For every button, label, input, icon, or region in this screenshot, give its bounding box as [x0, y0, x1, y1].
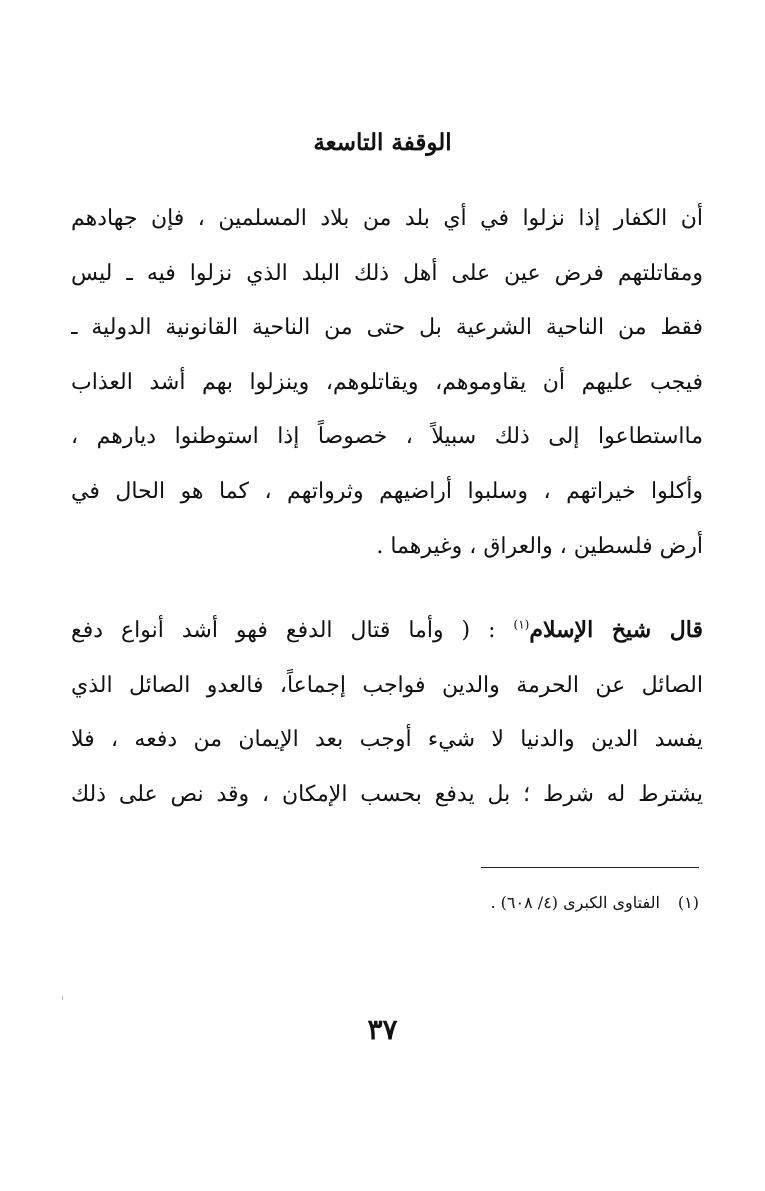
section-heading: الوقفة التاسعة — [313, 129, 452, 156]
paragraph-line: فقط من الناحية الشرعية بل حتى من الناحية القانونية الدولية ـ — [71, 315, 703, 341]
footnote-number: (١) — [677, 893, 699, 912]
page-number: ٣٧ — [367, 1013, 398, 1046]
paragraph-line: يشترط له شرط ؛ بل يدفع بحسب الإمكان ، وقد نص على ذلك — [71, 781, 703, 807]
paragraph-line: أرض فلسطين ، والعراق ، وغيرهما . — [376, 533, 703, 559]
paragraph-line: فيجب عليهم أن يقاوموهم، ويقاتلوهم، وينزلوا بهم أشد العذاب — [71, 369, 703, 395]
paragraph-line: أن الكفار إذا نزلوا في أي بلد من بلاد المسلمين ، فإن جهادهم — [71, 206, 703, 231]
quote-attribution: قال شيخ الإسلام — [529, 617, 703, 643]
paragraph-1 — [71, 192, 703, 574]
paragraph-line: مااستطاعوا إلى ذلك سبيلاً ، خصوصاً إذا استوطنوا ديارهم ، — [71, 424, 703, 450]
paragraph-line: يفسد الدين والدنيا لا شيء أوجب بعد الإيمان من دفعه ، فلا — [71, 727, 703, 753]
paragraph-line: ومقاتلتهم فرض عين على أهل ذلك البلد الذي نزلوا فيه ـ ليس — [71, 260, 703, 286]
footnote-divider — [481, 867, 699, 868]
paragraph-line: الصائل عن الحرمة والدين فواجب إجماعاً، فالعدو الصائل الذي — [71, 672, 703, 698]
footnote — [279, 890, 699, 916]
footnote-text: الفتاوى الكبرى (٤/ ٦٠٨) . — [490, 893, 660, 912]
paragraph-line: وأكلوا خيراتهم ، وسلبوا أراضيهم وثرواتهم ، كما هو الحال في — [71, 478, 703, 504]
page-edge-mark — [62, 996, 63, 1000]
paragraph-first-line — [71, 603, 703, 659]
quote-start: : ( وأما قتال الدفع فهو أشد أنواع دفع — [71, 618, 514, 643]
paragraph-2 — [71, 603, 703, 822]
footnote-reference[interactable]: (١) — [513, 617, 530, 632]
